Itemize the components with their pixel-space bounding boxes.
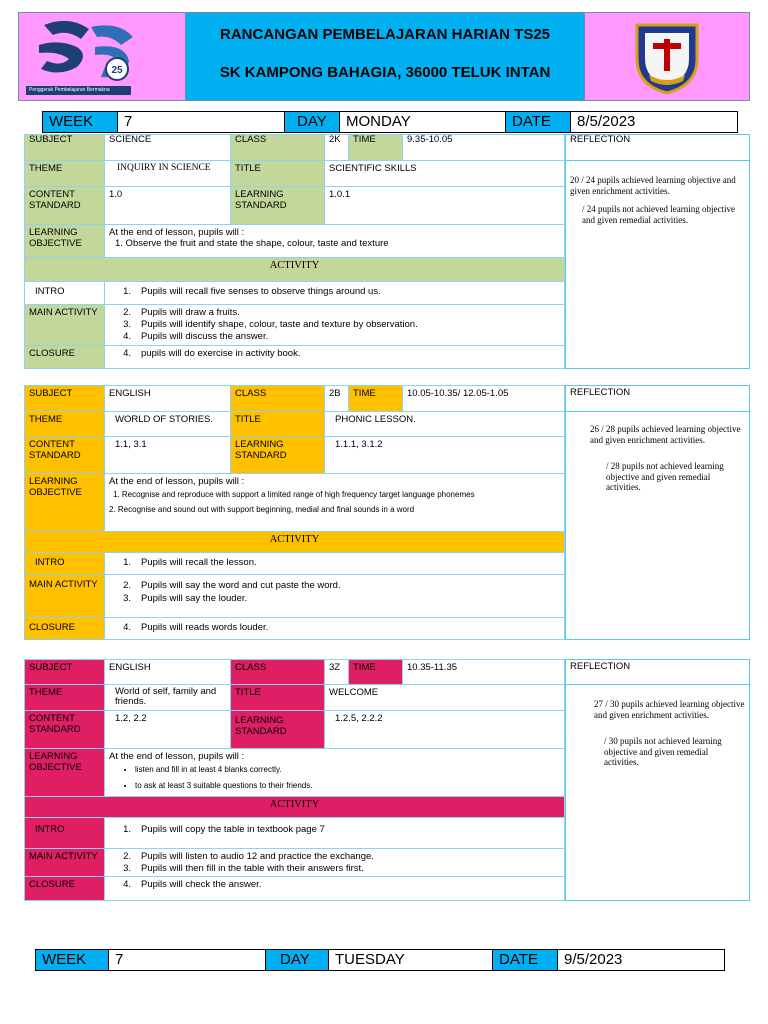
theme-label: THEME [24,684,105,711]
activity-step [109,579,560,592]
class-label: CLASS [230,659,325,685]
reflection-label: REFLECTION [565,659,750,685]
content-standard-value: 1.0 [104,186,231,225]
activity-step [109,851,560,863]
reflection-label: REFLECTION [565,134,750,161]
step-number: 2. [123,851,131,862]
objective-item: • to ask at least 3 suitable questions to their friends. [135,778,560,794]
step-number: 4. [123,622,131,633]
theme-label: THEME [24,411,105,437]
step-number: 4. [123,879,131,890]
class-label: CLASS [230,385,325,412]
time-label: TIME [348,659,403,685]
learning-objective-box [104,748,565,797]
content-standard-value: 1.2, 2.2 [104,710,231,749]
reflection-not-achieved: / 28 pupils not achieved learning objective and given remedial activities. [606,461,724,492]
step-number: 2. [123,307,131,318]
activity-step [109,557,560,568]
closure-label: CLOSURE [24,617,105,640]
step-number: 2. [123,580,131,591]
subject-value: SCIENCE [104,134,231,161]
learning-standard-label: LEARNING STANDARD [230,436,325,474]
step-number: 1. [123,286,131,297]
main-activity-box [104,574,565,618]
activity-step [109,592,560,605]
subject-label: SUBJECT [24,659,105,685]
learning-standard-label: LEARNING STANDARD [230,710,325,749]
day-value: TUESDAY [328,949,493,971]
intro-label: INTRO [24,817,105,849]
reflection-not-achieved: / 30 pupils not achieved learning objective and given remedial activities. [604,736,722,767]
activity-step [109,622,560,633]
step-text: Pupils will listen to audio 12 and practice the exchange. [141,851,374,862]
learning-objective-label: LEARNING OBJECTIVE [24,224,105,258]
main-activity-label: MAIN ACTIVITY [24,574,105,618]
closure-label: CLOSURE [24,345,105,369]
step-text: pupils will do exercise in activity book. [141,348,301,359]
theme-value: INQUIRY IN SCIENCE [104,160,231,187]
step-text: Pupils will check the answer. [141,879,262,890]
class-value: 2B [324,385,349,412]
step-text: Pupils will say the louder. [141,593,248,604]
subject-label: SUBJECT [24,385,105,412]
objective-intro: At the end of lesson, pupils will : [109,227,245,238]
main-activity-box [104,848,565,877]
closure-box [104,617,565,640]
time-value: 10.35-11.35 [402,659,565,685]
step-number: 4. [123,331,131,342]
step-number: 3. [123,593,131,604]
intro-label: INTRO [24,281,105,305]
step-text: Pupils will recall the lesson. [141,557,257,568]
step-number: 1. [123,557,131,568]
activity-heading: ACTIVITY [24,531,565,553]
objective-item: • listen and fill in at least 4 blanks correctly. [135,762,560,778]
theme-label: THEME [24,160,105,187]
main-activity-box [104,304,565,346]
objective-intro: At the end of lesson, pupils will : [109,751,245,762]
step-text: Pupils will then fill in the table with their answers first. [141,863,364,874]
reflection-box [565,684,750,901]
school-crest-icon [629,19,705,95]
activity-step [109,331,560,343]
step-number: 4. [123,348,131,359]
activity-step [109,879,560,890]
learning-standard-value: 1.0.1 [324,186,565,225]
learning-objective-label: LEARNING OBJECTIVE [24,748,105,797]
activity-step [109,348,560,359]
subject-label: SUBJECT [24,134,105,161]
page-title: RANCANGAN PEMBELAJARAN HARIAN TS25 [219,26,551,43]
activity-step [109,863,560,875]
svg-text:25: 25 [111,65,123,76]
content-standard-label: CONTENT STANDARD [24,710,105,749]
closure-box [104,345,565,369]
ts25-logo-icon [29,17,139,87]
intro-box [104,281,565,305]
step-text: Pupils will copy the table in textbook page 7 [141,824,325,835]
step-text: Pupils will recall five senses to observe things around us. [141,286,381,297]
learning-standard-label: LEARNING STANDARD [230,186,325,225]
step-text: Pupils will draw a fruits. [141,307,240,318]
time-value: 9.35-10.05 [402,134,565,161]
step-number: 1. [123,824,131,835]
step-text: Pupils will discuss the answer. [141,331,269,342]
title-label: TITLE [230,160,325,187]
reflection-achieved: 20 / 24 pupils achieved learning objective and given enrichment activities. [570,175,736,196]
content-standard-label: CONTENT STANDARD [24,436,105,474]
learning-objective-box [104,473,565,532]
week-value: 7 [117,111,285,133]
learning-objective-label: LEARNING OBJECTIVE [24,473,105,532]
reflection-achieved: 27 / 30 pupils achieved learning objective and given enrichment activities. [594,699,745,720]
learning-standard-value: 1.1.1, 3.1.2 [324,436,565,474]
main-activity-label: MAIN ACTIVITY [24,304,105,346]
theme-value: WORLD OF STORIES. [104,411,231,437]
objective-item: 1. Recognise and reproduce with support a limited range of high frequency target language phonemes [113,490,475,499]
objective-item: 2. Recognise and sound out with support beginning, medial and final sounds in a word [109,505,415,514]
class-value: 3Z [324,659,349,685]
date-label: DATE [492,949,558,971]
class-label: CLASS [230,134,325,161]
date-value: 9/5/2023 [557,949,725,971]
closure-label: CLOSURE [24,876,105,901]
title-label: TITLE [230,684,325,711]
week-value: 7 [108,949,266,971]
closure-box [104,876,565,901]
logo-caption: Penggerak Pembelajaran Bermakna [26,86,131,95]
reflection-box [565,160,750,369]
subject-value: ENGLISH [104,659,231,685]
activity-heading: ACTIVITY [24,796,565,818]
title-value: SCIENTIFIC SKILLS [324,160,565,187]
activity-heading: ACTIVITY [24,257,565,282]
day-label: DAY [284,111,340,133]
activity-step [109,319,560,331]
step-number: 3. [123,319,131,330]
intro-box [104,552,565,575]
school-crest-panel [584,12,750,101]
main-activity-label: MAIN ACTIVITY [24,848,105,877]
day-value: MONDAY [339,111,506,133]
content-standard-label: CONTENT STANDARD [24,186,105,225]
week-label: WEEK [42,111,118,133]
activity-step [109,286,560,297]
week-label: WEEK [35,949,109,971]
intro-label: INTRO [24,552,105,575]
step-text: Pupils will reads words louder. [141,622,269,633]
content-standard-value: 1.1, 3.1 [104,436,231,474]
step-text: Pupils will say the word and cut paste the word. [141,580,341,591]
school-name: SK KAMPONG BAHAGIA, 36000 TELUK INTAN [219,64,551,81]
learning-objective-box [104,224,565,258]
reflection-not-achieved: / 24 pupils not achieved learning objective and given remedial activities. [582,204,735,225]
activity-step [109,307,560,319]
objective-intro: At the end of lesson, pupils will : [109,476,245,487]
subject-value: ENGLISH [104,385,231,412]
activity-step [109,824,560,835]
step-text: Pupils will identify shape, colour, taste and texture by observation. [141,319,418,330]
step-number: 3. [123,863,131,874]
title-value: WELCOME [324,684,565,711]
objective-item: 1. Observe the fruit and state the shape, colour, taste and texture [115,238,389,249]
time-label: TIME [348,134,403,161]
learning-standard-value: 1.2.5, 2.2.2 [324,710,565,749]
date-label: DATE [505,111,571,133]
reflection-box [565,411,750,640]
day-label: DAY [265,949,329,971]
intro-box [104,817,565,849]
title-value: PHONIC LESSON. [324,411,565,437]
class-value: 2K [324,134,349,161]
time-label: TIME [348,385,403,412]
theme-value: World of self, family and friends. [104,684,231,711]
reflection-achieved: 26 / 28 pupils achieved learning objective and given enrichment activities. [590,424,741,445]
reflection-label: REFLECTION [565,385,750,412]
time-value: 10.05-10.35/ 12.05-1.05 [402,385,565,412]
title-label: TITLE [230,411,325,437]
date-value: 8/5/2023 [570,111,738,133]
